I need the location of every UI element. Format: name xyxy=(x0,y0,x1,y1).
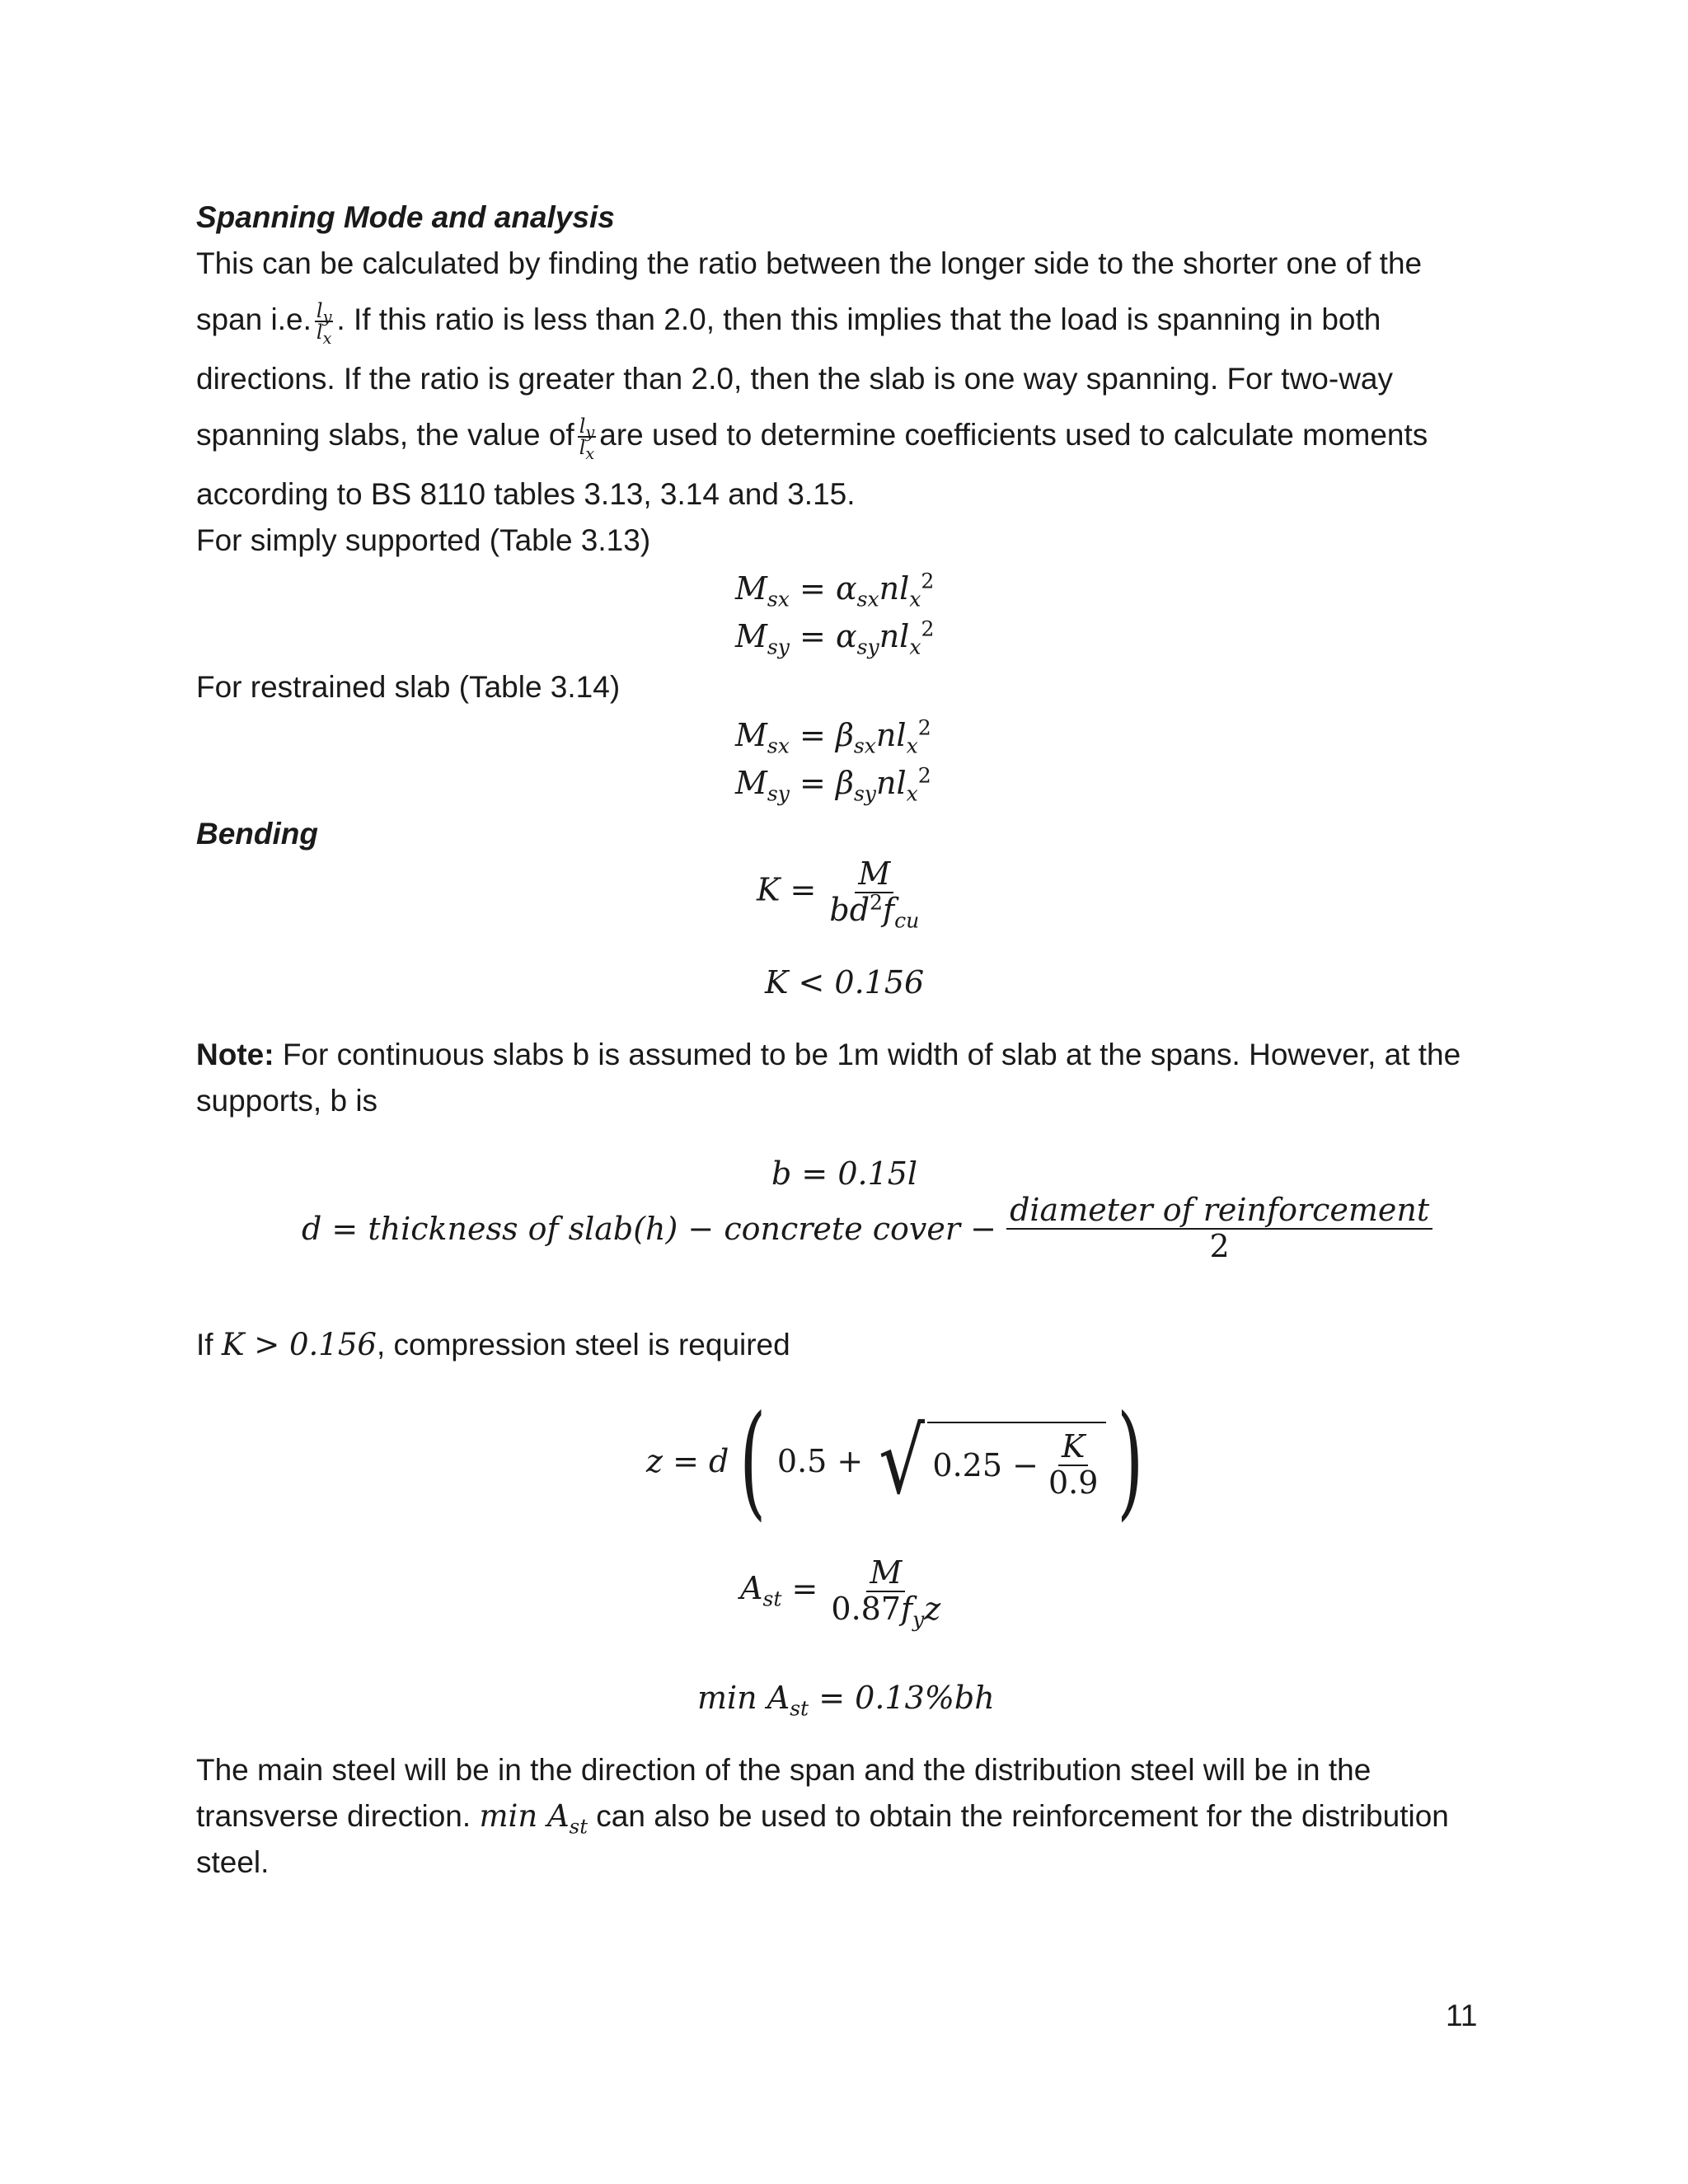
text-fragment: spanning slabs, the value of xyxy=(196,418,574,452)
inline-math: K > 0.156 xyxy=(221,1327,377,1362)
equation-b: b = 0.15l xyxy=(771,1155,918,1192)
label-restrained-slab: For restrained slab (Table 3.14) xyxy=(196,670,621,704)
paragraph-line-with-fraction xyxy=(196,297,1381,349)
ratio-ly-lx: $\frac{l_y}{l_x}$ xyxy=(579,415,595,464)
text-fragment: can also be used to obtain the reinforcement for the distribution xyxy=(596,1799,1449,1833)
paragraph-line: The main steel will be in the direction of the span and the distribution steel will be in the xyxy=(196,1753,1372,1787)
paragraph-line-with-fraction xyxy=(196,412,1428,464)
fraction-denominator: 2 xyxy=(1209,1227,1230,1264)
equation-k: K = $\frac{M}{bd^2f_{cu}}$ xyxy=(757,855,920,933)
equation-ast: $A_{st}$ = $\frac{M}{0.87f_yz}$ xyxy=(740,1554,941,1632)
text-fragment: span i.e. xyxy=(196,302,312,336)
ratio-ly-lx: $\frac{l_y}{l_x}$ xyxy=(316,299,332,349)
equation-msy-beta: $M_{sy} = \beta_{sy}nl_x^2$ xyxy=(735,763,931,806)
heading-bending: Bending xyxy=(196,817,318,851)
fraction-numerator: diameter of reinforcement xyxy=(1006,1193,1432,1230)
square-root: √ 0.25 − $\frac{K}{0.9}$ xyxy=(873,1416,1106,1507)
text-fragment: are used to determine coefficients used to calculate moments xyxy=(599,418,1428,452)
equation-k-limit: K < 0.156 xyxy=(765,964,925,1001)
equation-d-fraction xyxy=(1006,1193,1432,1264)
paragraph-line: according to BS 8110 tables 3.13, 3.14 and 3.15. xyxy=(196,477,856,511)
equation-z: z = d ( 0.5 + √ 0.25 − $\frac{K}{0.9}$ ) xyxy=(646,1390,1144,1533)
equation-d xyxy=(302,1193,1432,1264)
note-text: For continuous slabs b is assumed to be 1m width of slab at the spans. However, at the xyxy=(274,1038,1461,1071)
equation-min-ast: $\min A_{st} = 0.13\%bh$ xyxy=(697,1680,995,1721)
label-simply-supported: For simply supported (Table 3.13) xyxy=(196,523,651,557)
page-number: 11 xyxy=(1446,1999,1478,2032)
text-fragment: transverse direction. xyxy=(196,1799,471,1833)
heading-spanning-mode: Spanning Mode and analysis xyxy=(196,200,615,234)
equation-msx-alpha: $M_{sx} = \alpha_{sx}nl_x^2$ xyxy=(735,569,935,612)
equation-msx-beta: $M_{sx} = \beta_{sx}nl_x^2$ xyxy=(735,715,931,758)
if-k-line xyxy=(196,1322,790,1368)
text-fragment: . If this ratio is less than 2.0, then this implies that the load is spanning in both xyxy=(336,302,1381,336)
note-line: supports, b is xyxy=(196,1084,378,1118)
text-fragment: If xyxy=(196,1328,213,1361)
equation-msy-alpha: $M_{sy} = \alpha_{sy}nl_x^2$ xyxy=(735,616,935,659)
paragraph-line: steel. xyxy=(196,1845,270,1879)
paragraph-line: directions. If the ratio is greater than 2.0, then the slab is one way spanning. For two-way xyxy=(196,362,1393,396)
paragraph-line-with-math: transverse direction. $\min A_{st}$ can also be used to obtain the reinforcement for the distribution xyxy=(196,1798,1449,1839)
equation-d-lhs: d = thickness of slab(h) − concrete cover − xyxy=(302,1210,996,1247)
note-line xyxy=(196,1032,1461,1078)
paragraph-line: This can be calculated by finding the ratio between the longer side to the shorter one of the xyxy=(196,246,1423,280)
text-fragment: , compression steel is required xyxy=(376,1328,790,1361)
note-label: Note: xyxy=(196,1038,274,1071)
